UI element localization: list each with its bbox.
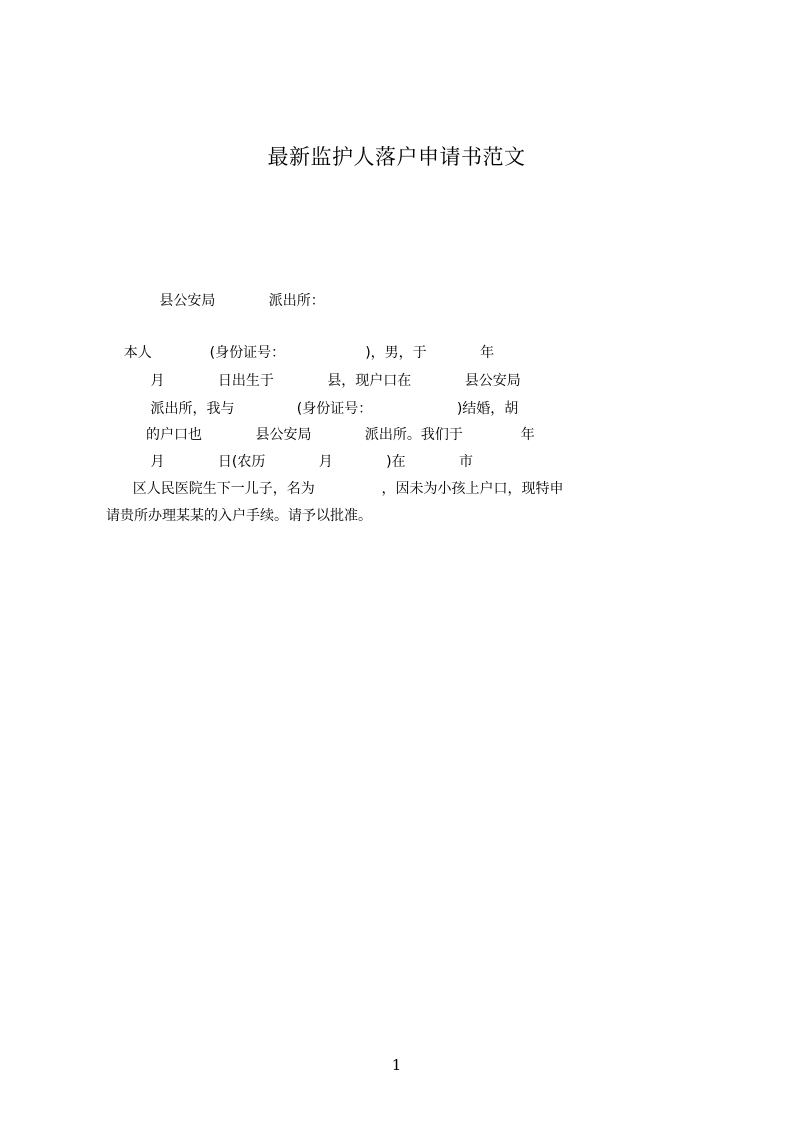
page-number: 1 [391, 1056, 402, 1074]
document-title: 最新监护人落户申请书范文 [267, 145, 526, 169]
salutation-line: 县公安局 派出所： [106, 293, 325, 309]
body-line-3: 派出所，我与 (身份证号： )结婚，胡 [106, 401, 532, 417]
body-line-7: 请贵所办理某某的入户手续。请予以批准。 [106, 508, 372, 524]
body-line-5: 月 日(农历 月 )在 市 [106, 454, 496, 470]
body-line-1: 本人 (身份证号： )，男，于 年 [106, 345, 508, 361]
body-line-6: 区人民医院生下一儿子，名为 ，因未为小孩上户口，现特申 [106, 481, 564, 497]
body-line-4: 的户口也 县公安局 派出所。我们于 年 [106, 427, 544, 443]
body-line-2: 月 日出生于 县，现户口在 县公安局 [106, 373, 535, 389]
